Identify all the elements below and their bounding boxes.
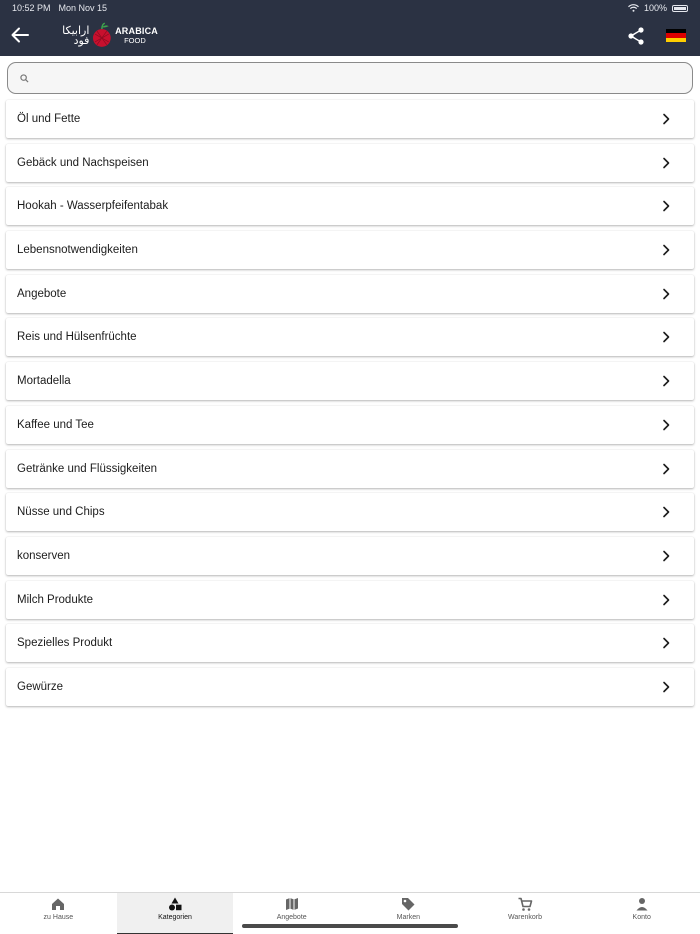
category-row[interactable] xyxy=(6,450,694,488)
status-time: 10:52 PM xyxy=(12,3,51,13)
share-icon[interactable] xyxy=(626,26,646,46)
category-list xyxy=(6,100,694,712)
tab-shapes[interactable] xyxy=(117,893,234,934)
wifi-icon xyxy=(628,4,639,12)
category-label: Gewürze xyxy=(17,680,64,693)
category-label: Hookah - Wasserpfeifentabak xyxy=(17,200,169,213)
category-label: Nüsse und Chips xyxy=(17,506,105,519)
chevron-right-icon xyxy=(661,463,671,475)
logo-arabic-text xyxy=(48,26,89,46)
category-label: Getränke und Flüssigkeiten xyxy=(17,462,157,475)
tab-label: zu Hause xyxy=(43,914,74,921)
category-row[interactable] xyxy=(6,581,694,619)
tab-cart[interactable] xyxy=(467,893,584,934)
cart-icon xyxy=(517,896,533,912)
chevron-right-icon xyxy=(661,594,671,606)
person-icon xyxy=(634,896,650,912)
chevron-right-icon xyxy=(661,681,671,693)
top-app-bar xyxy=(0,0,700,56)
category-row[interactable] xyxy=(6,231,694,269)
chevron-right-icon xyxy=(661,506,671,518)
tab-label: Konto xyxy=(632,914,651,921)
chevron-right-icon xyxy=(661,288,671,300)
category-label: Spezielles Produkt xyxy=(17,637,113,650)
category-row[interactable] xyxy=(6,187,694,225)
chevron-right-icon xyxy=(661,419,671,431)
category-label: Kaffee und Tee xyxy=(17,418,94,431)
category-label: Lebensnotwendigkeiten xyxy=(17,244,138,257)
arrow-left-icon[interactable] xyxy=(9,24,31,46)
map-icon xyxy=(284,896,300,912)
tab-label: Marken xyxy=(396,914,421,921)
tab-home[interactable] xyxy=(0,893,117,934)
home-indicator xyxy=(242,924,458,928)
chevron-right-icon xyxy=(661,637,671,649)
category-label: Öl und Fette xyxy=(17,113,81,125)
shapes-icon xyxy=(167,896,183,912)
chevron-right-icon xyxy=(661,375,671,387)
logo-mark-icon xyxy=(91,22,113,50)
search-bar[interactable] xyxy=(7,62,693,94)
tag-icon xyxy=(400,896,416,912)
chevron-right-icon xyxy=(661,157,671,169)
logo-arabic-line2: فود xyxy=(73,34,90,47)
category-row[interactable] xyxy=(6,100,694,138)
search-icon xyxy=(20,74,29,83)
category-label: konserven xyxy=(17,549,71,562)
category-row[interactable] xyxy=(6,275,694,313)
logo-arabic-line1: ارابيكا xyxy=(62,24,90,37)
category-label: Reis und Hülsenfrüchte xyxy=(17,331,137,344)
brand-logo[interactable] xyxy=(48,20,158,52)
tab-person[interactable] xyxy=(583,893,700,934)
category-row[interactable] xyxy=(6,537,694,575)
chevron-right-icon xyxy=(661,113,671,125)
header-nav-row xyxy=(0,16,700,56)
category-row[interactable] xyxy=(6,668,694,706)
category-label: Gebäck und Nachspeisen xyxy=(17,156,149,169)
tab-label: Angebote xyxy=(276,914,307,921)
home-icon xyxy=(50,896,66,912)
chevron-right-icon xyxy=(661,200,671,212)
category-row[interactable] xyxy=(6,624,694,662)
search-input[interactable] xyxy=(35,63,692,93)
category-label: Mortadella xyxy=(17,375,71,388)
chevron-right-icon xyxy=(661,331,671,343)
category-label: Milch Produkte xyxy=(17,593,94,606)
battery-percent: 100% xyxy=(643,3,667,13)
category-row[interactable] xyxy=(6,144,694,182)
category-row[interactable] xyxy=(6,318,694,356)
tab-label: Warenkorb xyxy=(508,914,543,921)
tab-label: Kategorien xyxy=(158,914,192,921)
battery-icon xyxy=(672,5,688,12)
category-row[interactable] xyxy=(6,493,694,531)
german-flag-icon[interactable] xyxy=(666,29,686,42)
category-label: Angebote xyxy=(17,287,67,300)
chevron-right-icon xyxy=(661,550,671,562)
logo-sub-text: FOOD xyxy=(124,36,146,45)
status-date: Mon Nov 15 xyxy=(58,3,108,13)
category-row[interactable] xyxy=(6,362,694,400)
category-row[interactable] xyxy=(6,406,694,444)
logo-brand-text: ARABICA xyxy=(115,26,158,36)
chevron-right-icon xyxy=(661,244,671,256)
status-bar xyxy=(0,0,700,16)
